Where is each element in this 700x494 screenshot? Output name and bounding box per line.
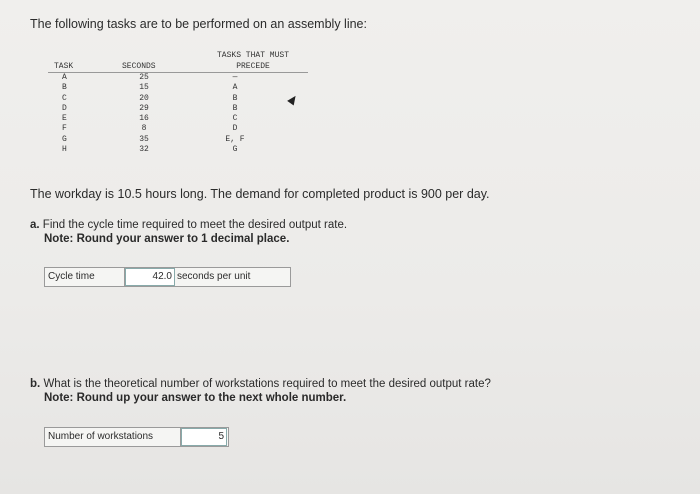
- task-cell: E: [62, 114, 67, 124]
- table-row: [48, 73, 308, 83]
- seconds-cell: 29: [139, 103, 149, 113]
- question-a-letter: a.: [30, 219, 40, 231]
- precede-cell: C: [232, 114, 238, 124]
- task-cell: F: [62, 124, 67, 134]
- table-row: [48, 124, 308, 134]
- seconds-cell: 32: [139, 145, 149, 155]
- question-b-text: What is the theoretical number of workstations required to meet the desired output rate?: [43, 378, 491, 390]
- precede-cell: B: [232, 103, 238, 113]
- task-cell: G: [62, 134, 67, 144]
- workday-text: The workday is 10.5 hours long. The demand for completed product is 900 per day.: [30, 187, 490, 201]
- table-row: [48, 94, 308, 104]
- precede-cell: D: [232, 124, 238, 134]
- table-row: [48, 104, 308, 114]
- seconds-cell: 25: [139, 73, 149, 82]
- table-row: [48, 135, 308, 145]
- cycle-time-input[interactable]: 42.0: [125, 268, 175, 286]
- question-a: [30, 219, 347, 231]
- precede-cell: B: [232, 93, 238, 103]
- table-row: [48, 114, 308, 124]
- table-row: [48, 145, 308, 155]
- header-precede: TASKS THAT MUST PRECEDE: [216, 51, 289, 71]
- precede-cell: —: [232, 73, 238, 82]
- task-cell: H: [62, 145, 67, 155]
- precede-cell: G: [232, 145, 238, 155]
- seconds-cell: 8: [141, 124, 147, 134]
- question-b-letter: b.: [30, 378, 41, 390]
- seconds-cell: 20: [139, 93, 149, 103]
- header-seconds: SECONDS: [122, 62, 156, 71]
- cycle-time-label: Cycle time: [45, 268, 125, 286]
- question-b-note: Note: Round up your answer to the next whole number.: [44, 392, 347, 404]
- table-row: [48, 83, 308, 93]
- question-b: [30, 378, 491, 390]
- precede-cell: A: [232, 83, 238, 93]
- task-cell: C: [62, 93, 67, 103]
- task-cell: D: [62, 103, 67, 113]
- workstations-input[interactable]: 5: [181, 428, 227, 446]
- seconds-cell: 35: [139, 134, 149, 144]
- intro-text: The following tasks are to be performed on an assembly line:: [30, 17, 367, 31]
- header-task: TASK: [54, 62, 74, 71]
- cycle-time-unit: seconds per unit: [177, 271, 251, 282]
- seconds-cell: 16: [139, 114, 149, 124]
- question-a-note: Note: Round your answer to 1 decimal place.: [44, 233, 290, 245]
- cycle-time-answer-row: [44, 267, 291, 287]
- workstations-label: Number of workstations: [45, 428, 181, 446]
- workstations-answer-row: [44, 427, 229, 447]
- task-cell: A: [62, 73, 67, 82]
- task-cell: B: [62, 83, 67, 93]
- precede-cell: E, F: [225, 134, 245, 144]
- question-a-text: Find the cycle time required to meet the desired output rate.: [42, 219, 348, 231]
- table-header: [48, 48, 308, 73]
- precedence-table: [48, 48, 308, 155]
- seconds-cell: 15: [139, 83, 149, 93]
